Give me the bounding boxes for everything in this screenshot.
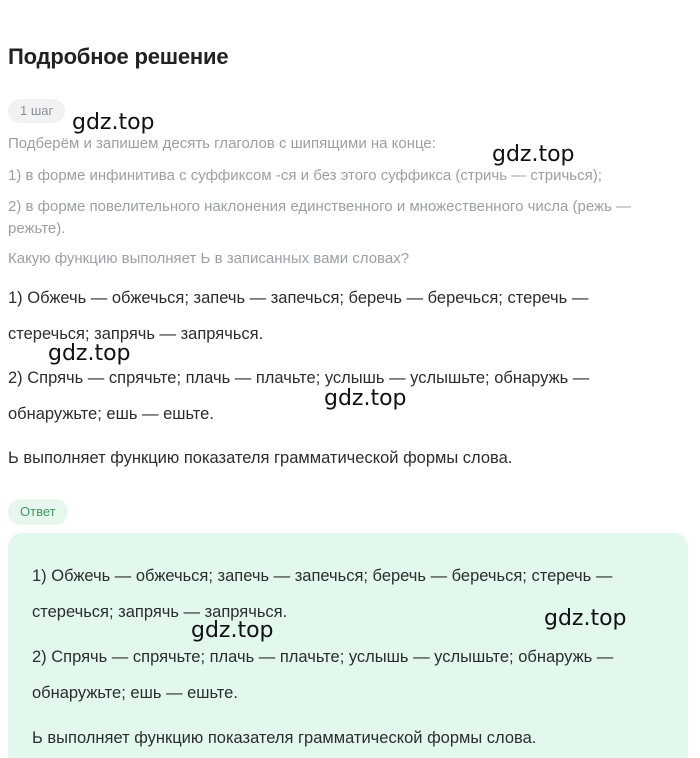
step-badge: 1 шаг	[8, 99, 65, 123]
answer-conclusion: Ь выполняет функцию показателя грамматической формы слова.	[32, 729, 537, 747]
task-text: Подберём и запишем десять глаголов с шипящими на конце:	[8, 135, 436, 152]
task-question: Какую функцию выполняет Ь в записанных вами словах?	[8, 250, 410, 267]
solution-line: 1) Обжечь — обжечься; запечь — запечься; беречь — беречься; стеречь — стеречься; запрячь — запрячься.	[8, 289, 589, 343]
page-title: Подробное решение	[8, 44, 229, 69]
watermark: gdz.top	[492, 142, 575, 167]
answer-line: 2) Спрячь — спрячьте; плачь — плачьте; услышь — услышьте; обнаружь — обнаружьте; ешь — ешьте.	[32, 648, 614, 702]
solution-line: 2) Спрячь — спрячьте; плачь — плачьте; услышь — услышьте; обнаружь — обнаружьте; ешь — ешьте.	[8, 369, 590, 423]
watermark: gdz.top	[324, 386, 407, 411]
watermark: gdz.top	[72, 110, 155, 135]
watermark: gdz.top	[544, 606, 627, 631]
watermark: gdz.top	[191, 618, 274, 643]
answer-line: 1) Обжечь — обжечься; запечь — запечься; беречь — беречься; стеречь — стеречься; запрячь — запрячься.	[32, 567, 613, 621]
watermark: gdz.top	[48, 341, 131, 366]
answer-badge: Ответ	[8, 499, 68, 525]
task-text: 1) в форме инфинитива с суффиксом -ся и без этого суффикса (стричь — стричься);	[8, 167, 602, 184]
task-text: 2) в форме повелительного наклонения единственного и множественного числа (режь — режьте).	[8, 198, 632, 237]
solution-conclusion: Ь выполняет функцию показателя грамматической формы слова.	[8, 449, 513, 467]
